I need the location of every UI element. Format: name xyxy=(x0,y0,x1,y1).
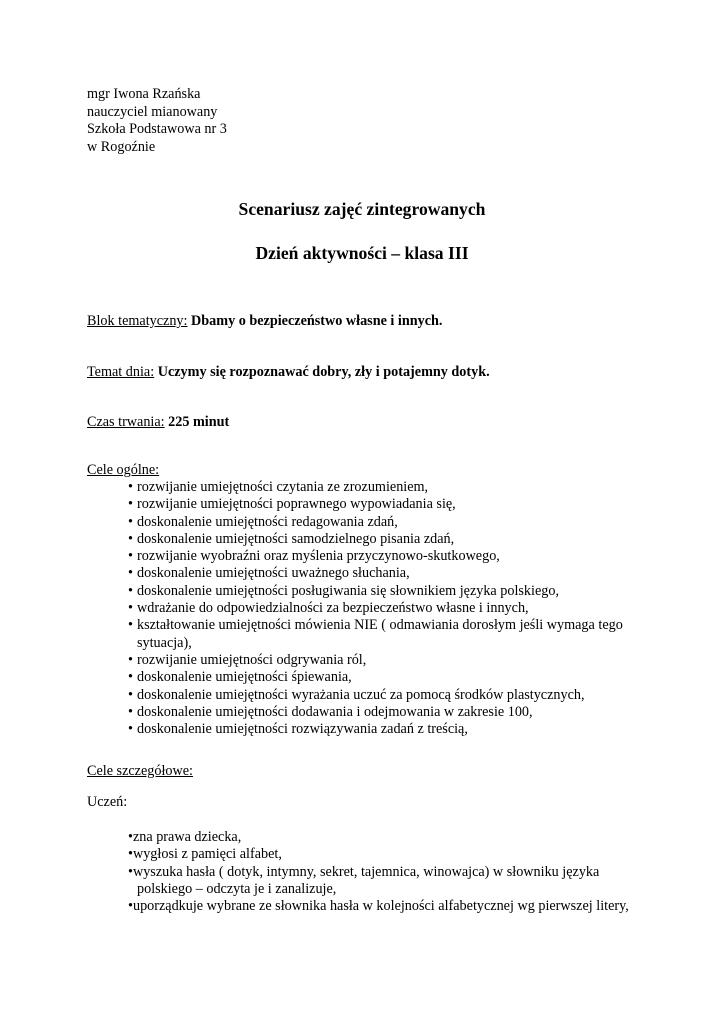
temat-dnia xyxy=(87,364,490,381)
cele-ogolne-heading: Cele ogólne: xyxy=(87,462,160,478)
list-item: • rozwijanie umiejętności poprawnego wypowiadania się, xyxy=(128,496,456,513)
bullet-icon: • xyxy=(128,617,133,634)
author-block xyxy=(87,86,227,156)
author-position: nauczyciel mianowany xyxy=(87,103,218,120)
list-item: • wdrażanie do odpowiedzialności za bezpieczeństwo własne i innych, xyxy=(128,600,529,617)
blok-tematyczny xyxy=(87,313,442,330)
bullet-icon: • xyxy=(128,600,133,617)
bullet-icon: • xyxy=(128,651,133,668)
list-item: •zna prawa dziecka, xyxy=(128,829,242,845)
bullet-icon: • xyxy=(128,513,133,530)
document-title: Scenariusz zajęć zintegrowanych xyxy=(238,199,486,219)
author-name: mgr Iwona Rzańska xyxy=(87,86,201,102)
list-item: • rozwijanie umiejętności odgrywania ról, xyxy=(128,651,367,668)
bullet-icon: • xyxy=(128,530,133,547)
blok-label: Blok tematyczny: xyxy=(87,313,188,329)
bullet-icon: • xyxy=(128,686,133,703)
bullet-icon: • xyxy=(128,703,133,720)
list-item: • kształtowanie umiejętności mówienia NIE ( odmawiania dorosłym jeśli wymaga tego sytuacja), xyxy=(128,617,623,651)
bullet-icon: • xyxy=(128,582,133,599)
list-item: • doskonalenie umiejętności dodawania i odejmowania w zakresie 100, xyxy=(128,703,533,720)
list-item: •wygłosi z pamięci alfabet, xyxy=(128,846,282,863)
czas-trwania xyxy=(87,414,229,431)
cele-szczegolowe-list xyxy=(128,829,637,915)
list-item: • doskonalenie umiejętności posługiwania się słownikiem języka polskiego, xyxy=(128,582,559,599)
bullet-icon: • xyxy=(128,898,133,915)
bullet-icon: • xyxy=(128,863,133,880)
temat-label: Temat dnia: xyxy=(87,364,155,380)
bullet-icon: • xyxy=(128,829,133,845)
author-school: Szkoła Podstawowa nr 3 xyxy=(87,121,227,137)
list-item: •wyszuka hasła ( dotyk, intymny, sekret, tajemnica, winowajca) w słowniku języka polskiego – odczyta je i zanalizuje, xyxy=(128,863,600,897)
bullet-icon: • xyxy=(128,846,133,863)
blok-value: Dbamy o bezpieczeństwo własne i innych. xyxy=(191,313,443,329)
bullet-icon: • xyxy=(128,721,133,738)
bullet-icon: • xyxy=(128,479,133,495)
list-item: • doskonalenie umiejętności wyrażania uczuć za pomocą środków plastycznych, xyxy=(128,686,585,703)
czas-label: Czas trwania: xyxy=(87,414,165,430)
list-item: • doskonalenie umiejętności śpiewania, xyxy=(128,669,352,686)
list-item: • rozwijanie umiejętności czytania ze zrozumieniem, xyxy=(128,479,429,495)
list-item: • rozwijanie wyobraźni oraz myślenia przyczynowo-skutkowego, xyxy=(128,548,500,565)
list-item: • doskonalenie umiejętności redagowania zdań, xyxy=(128,513,398,530)
list-item: • doskonalenie umiejętności rozwiązywania zadań z treścią, xyxy=(128,721,468,738)
czas-value: 225 minut xyxy=(168,414,230,430)
bullet-icon: • xyxy=(128,496,133,513)
list-item: • doskonalenie umiejętności samodzielnego pisania zdań, xyxy=(128,530,455,547)
bullet-icon: • xyxy=(128,548,133,565)
list-item: • doskonalenie umiejętności uważnego słuchania, xyxy=(128,565,410,582)
cele-ogolne-list xyxy=(128,479,637,738)
bullet-icon: • xyxy=(128,565,133,582)
cele-szczegolowe-heading: Cele szczegółowe: xyxy=(87,763,193,779)
author-city: w Rogoźnie xyxy=(87,138,156,155)
temat-value: Uczymy się rozpoznawać dobry, zły i potajemny dotyk. xyxy=(157,364,490,380)
bullet-icon: • xyxy=(128,669,133,686)
uczen-label: Uczeń: xyxy=(87,794,128,810)
document-subtitle: Dzień aktywności – klasa III xyxy=(255,243,469,263)
list-item: •uporządkuje wybrane ze słownika hasła w kolejności alfabetycznej wg pierwszej litery, xyxy=(128,898,629,915)
